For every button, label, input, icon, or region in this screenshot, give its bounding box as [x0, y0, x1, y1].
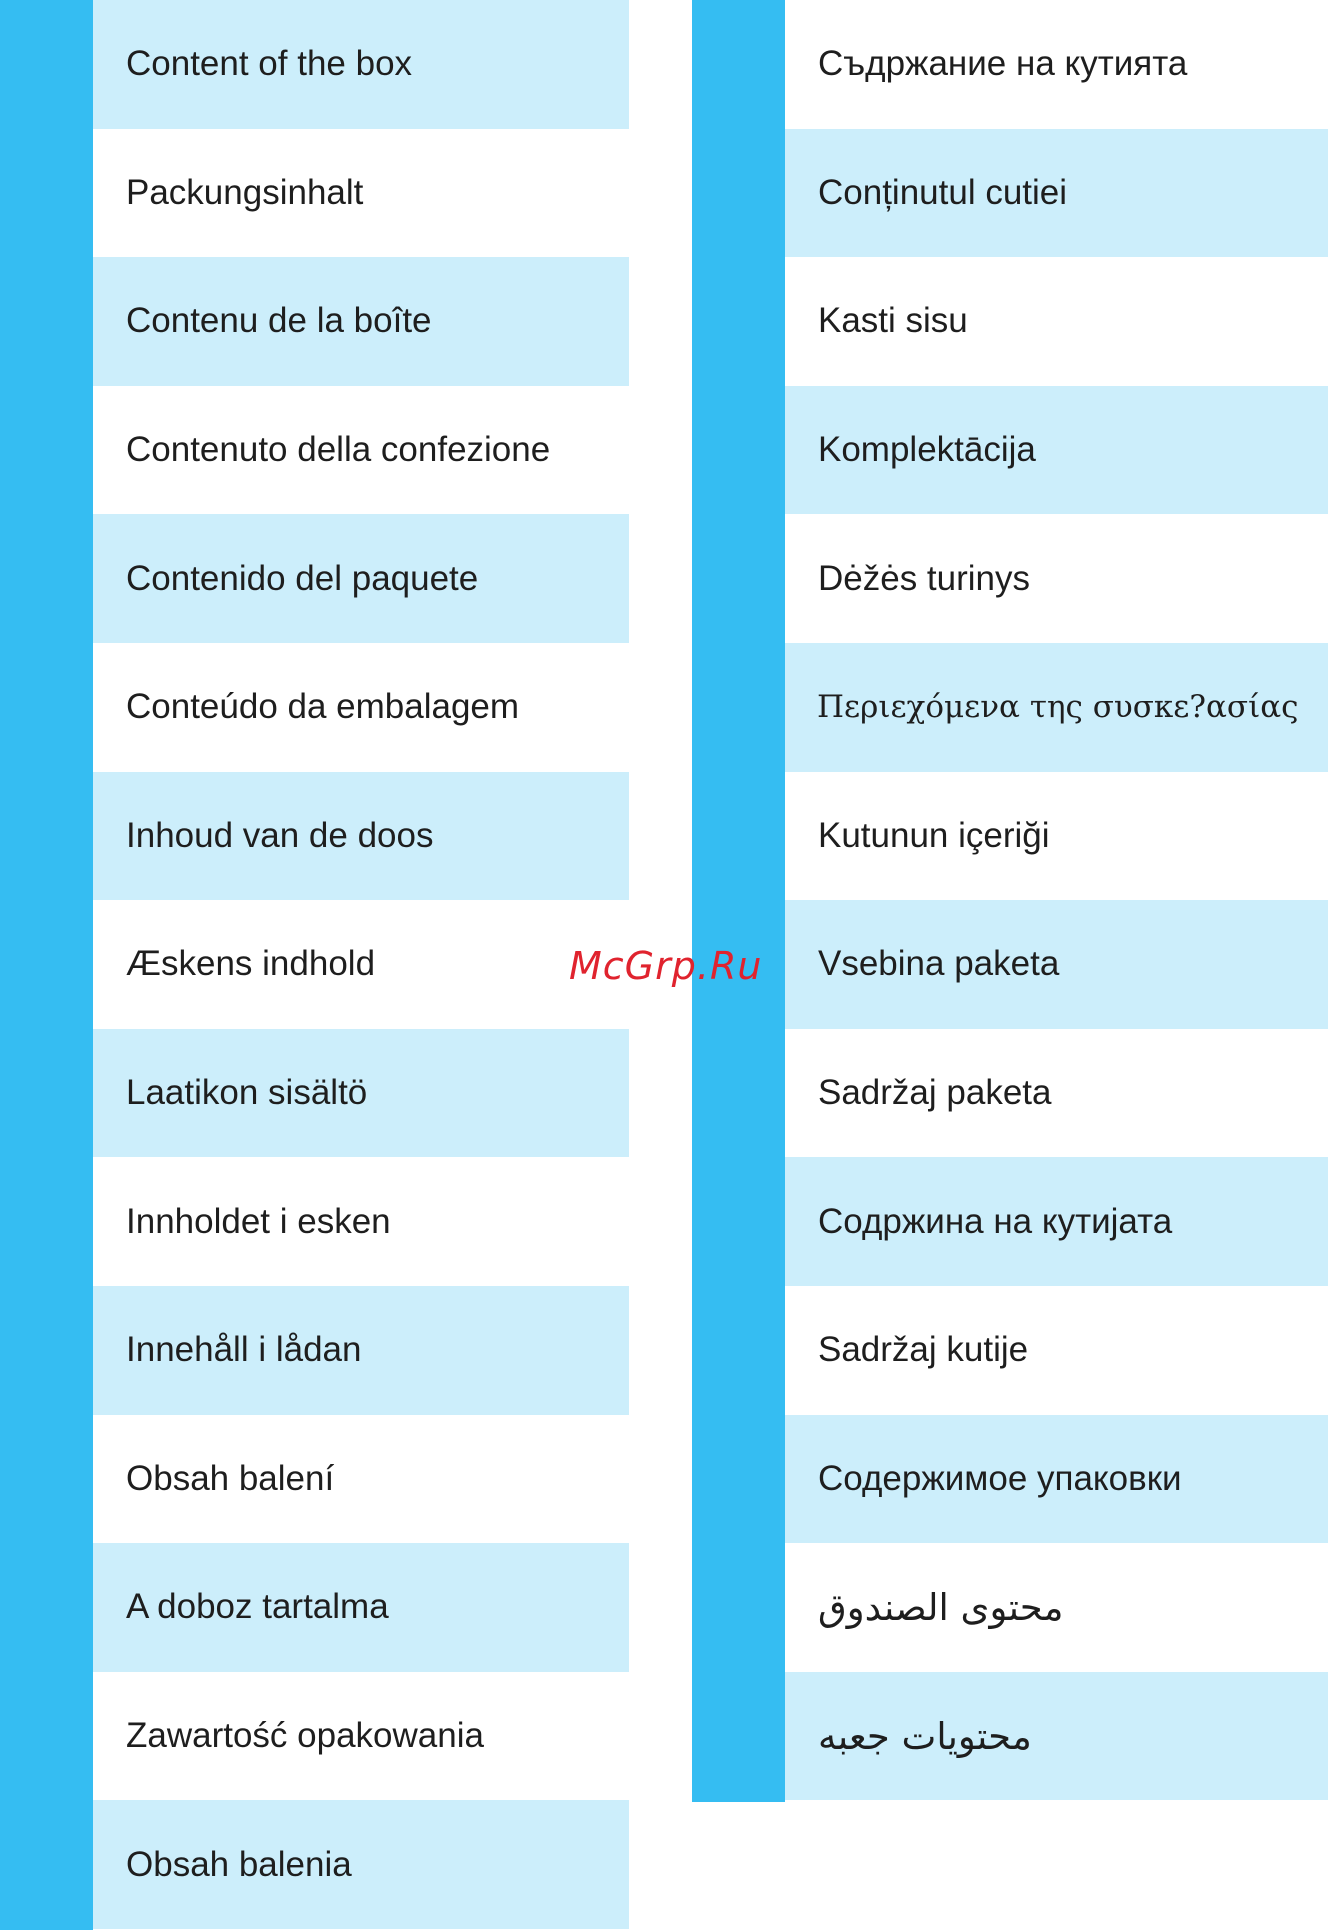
list-item-latvian: Komplektācija: [785, 386, 1328, 515]
list-item-polish: Zawartość opakowania: [126, 1716, 484, 1756]
watermark-text: McGrp.Ru: [569, 944, 763, 988]
left-language-column: [93, 0, 629, 1929]
list-item-lithuanian: Dėžės turinys: [818, 558, 1031, 598]
list-item-english: Content of the box: [93, 0, 629, 129]
list-item-slovenian: Vsebina paketa: [785, 900, 1328, 1029]
list-item-turkish: Kutunun içeriği: [818, 815, 1050, 855]
list-item-russian: Содержимое упаковки: [785, 1415, 1328, 1544]
list-item-danish: Æskens indhold: [126, 944, 376, 984]
right-accent-bar: [692, 0, 785, 1802]
left-accent-bar: [0, 0, 93, 1930]
list-item-macedonian: Содржина на кутијата: [785, 1157, 1328, 1286]
list-item-romanian: Conținutul cutiei: [785, 129, 1328, 258]
list-item-serbian: Sadržaj kutije: [818, 1330, 1029, 1370]
list-item-italian: Contenuto della confezione: [126, 430, 551, 470]
list-item-german: Packungsinhalt: [126, 172, 364, 212]
list-item-slovak: Obsah balenia: [93, 1800, 629, 1929]
list-item-portuguese: Conteúdo da embalagem: [126, 687, 520, 727]
list-item-hungarian: A doboz tartalma: [93, 1543, 629, 1672]
list-item-czech: Obsah balení: [126, 1458, 335, 1498]
list-item-french: Contenu de la boîte: [93, 257, 629, 386]
list-item-spanish: Contenido del paquete: [93, 514, 629, 643]
list-item-bulgarian: Съдржание на кутията: [818, 44, 1188, 84]
list-item-dutch: Inhoud van de doos: [93, 772, 629, 901]
list-item-croatian: Sadržaj paketa: [818, 1073, 1052, 1113]
right-language-column: [785, 0, 1328, 1800]
list-item-arabic: محتوى الصندوق: [818, 1585, 1064, 1629]
list-item-swedish: Innehåll i lådan: [93, 1286, 629, 1415]
list-item-greek: Περιεχόμενα της συσκε?ασίας: [785, 643, 1328, 772]
list-item-norwegian: Innholdet i esken: [126, 1201, 391, 1241]
list-item-finnish: Laatikon sisältö: [93, 1029, 629, 1158]
list-item-persian: محتويات جعبه: [785, 1672, 1328, 1801]
list-item-estonian: Kasti sisu: [818, 301, 968, 341]
